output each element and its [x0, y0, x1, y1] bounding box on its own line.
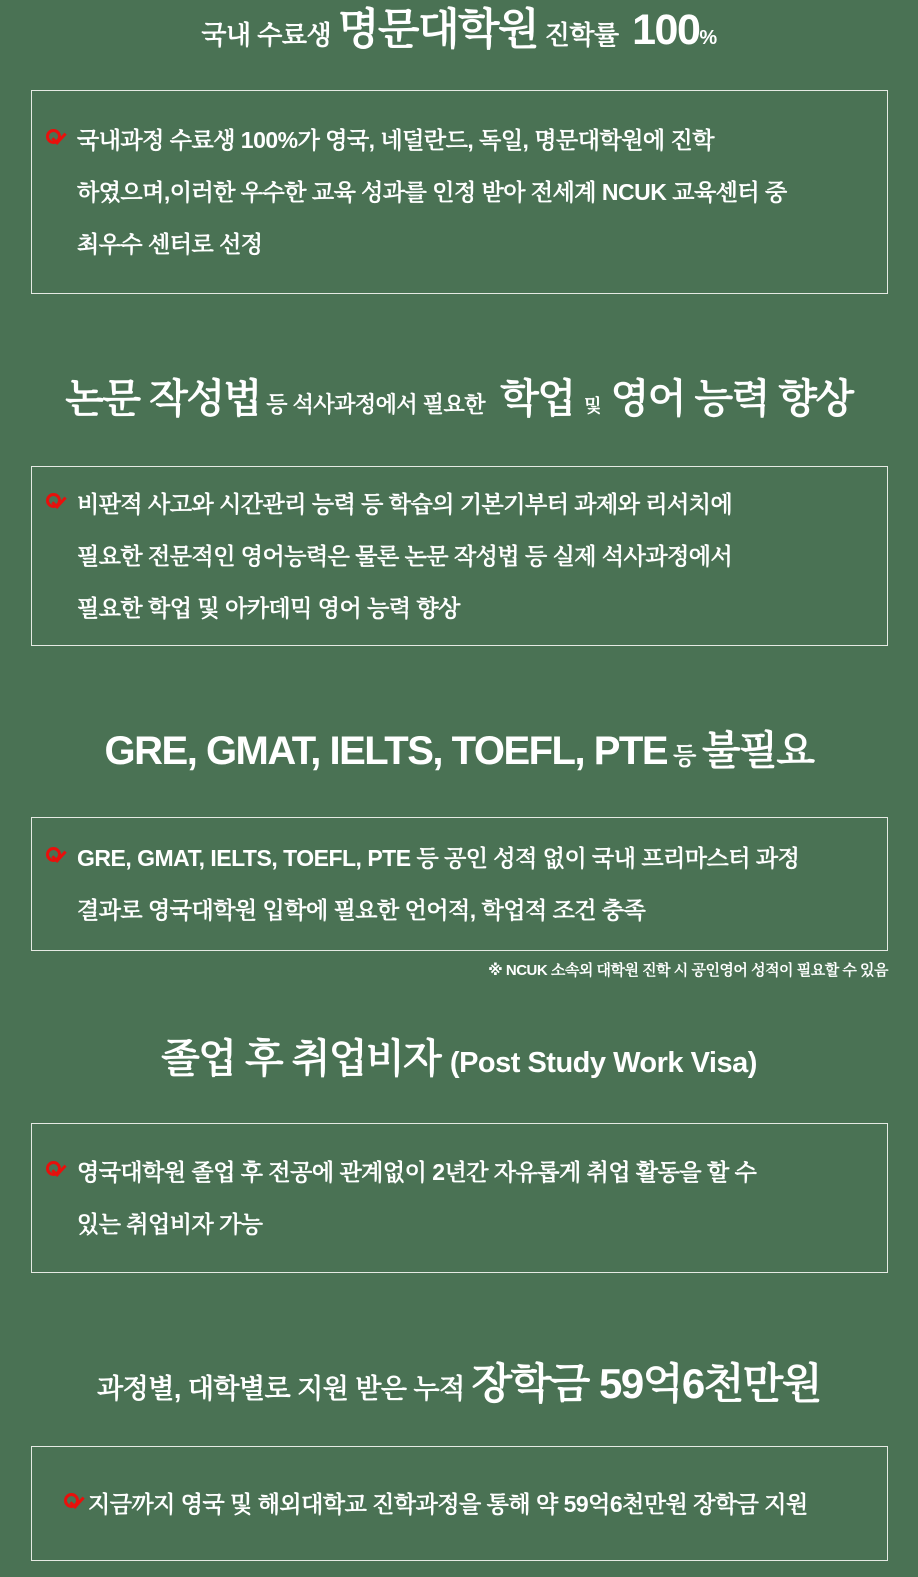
- check-icon: [46, 847, 61, 862]
- info-box-thesis-skills: [31, 466, 888, 646]
- info-box-text: [32, 1146, 766, 1250]
- text-line: 비판적 사고와 시간관리 능력 등 학습의 기본기부터 과제와 리서치에: [77, 491, 733, 517]
- section-title-admission-rate: [0, 6, 918, 55]
- info-box-text: [32, 832, 809, 936]
- title-part-highlight: 졸업 후 취업비자: [161, 1037, 450, 1081]
- info-box-text: [32, 478, 742, 634]
- title-part-highlight: 영어 능력 향상: [601, 377, 853, 421]
- title-part-highlight: GRE, GMAT, IELTS, TOEFL, PTE: [104, 729, 668, 773]
- title-part-highlight: 학업: [490, 377, 585, 421]
- info-box-scholarship: [31, 1446, 888, 1561]
- text-line: 있는 취업비자 가능: [77, 1211, 263, 1237]
- section-title-thesis-skills: [0, 376, 918, 422]
- title-part-highlight: 장학금 59억6천만원: [471, 1360, 821, 1407]
- section-title-work-visa: [0, 1036, 918, 1082]
- title-part: 과정별, 대학별로 지원 받은 누적: [97, 1374, 472, 1404]
- info-box-work-visa: [31, 1123, 888, 1273]
- check-icon: [46, 129, 61, 144]
- text-line: 결과로 영국대학원 입학에 필요한 언어적, 학업적 조건 충족: [77, 897, 646, 923]
- title-part: (Post Study Work Visa): [449, 1047, 757, 1079]
- section-title-scholarship: [0, 1360, 918, 1408]
- title-part: 진학률: [538, 20, 633, 50]
- title-part: 등: [667, 743, 703, 770]
- footnote-english-score: ※ NCUK 소속외 대학원 진학 시 공인영어 성적이 필요할 수 있음: [488, 962, 888, 979]
- check-icon: [46, 493, 61, 508]
- check-icon: [64, 1493, 79, 1508]
- text-line: GRE, GMAT, IELTS, TOEFL, PTE 등 공인 성적 없이 국내 프리마스터 과정: [77, 845, 800, 871]
- title-part: %: [699, 27, 717, 49]
- title-part-highlight: 100: [632, 6, 700, 54]
- info-box-text: [32, 1478, 818, 1530]
- text-line: 지금까지 영국 및 해외대학교 진학과정을 통해 약 59억6천만원 장학금 지원: [88, 1490, 808, 1517]
- info-box-admission-rate: [31, 90, 888, 294]
- text-line: 최우수 센터로 선정: [77, 231, 263, 257]
- text-line: 국내과정 수료생 100%가 영국, 네덜란드, 독일, 명문대학원에 진학: [77, 127, 714, 153]
- info-box-no-tests: [31, 817, 888, 951]
- title-part-highlight: 불필요: [702, 729, 814, 773]
- text-line: 필요한 전문적인 영어능력은 물론 논문 작성법 등 실제 석사과정에서: [77, 543, 733, 569]
- text-line: 영국대학원 졸업 후 전공에 관계없이 2년간 자유롭게 취업 활동을 할 수: [77, 1159, 757, 1185]
- section-title-no-tests: [0, 728, 918, 774]
- text-line: 하였으며,이러한 우수한 교육 성과를 인정 받아 전세계 NCUK 교육센터 중: [77, 179, 787, 205]
- title-part-highlight: 논문 작성법: [65, 377, 261, 421]
- title-part: 및: [584, 396, 602, 416]
- info-box-text: [32, 114, 797, 270]
- title-part-highlight: 명문대학원: [337, 6, 539, 54]
- text-line: 필요한 학업 및 아카데믹 영어 능력 향상: [77, 595, 460, 621]
- title-part: 등 석사과정에서 필요한: [260, 392, 491, 417]
- check-icon: [46, 1161, 61, 1176]
- title-part: 국내 수료생: [201, 20, 338, 50]
